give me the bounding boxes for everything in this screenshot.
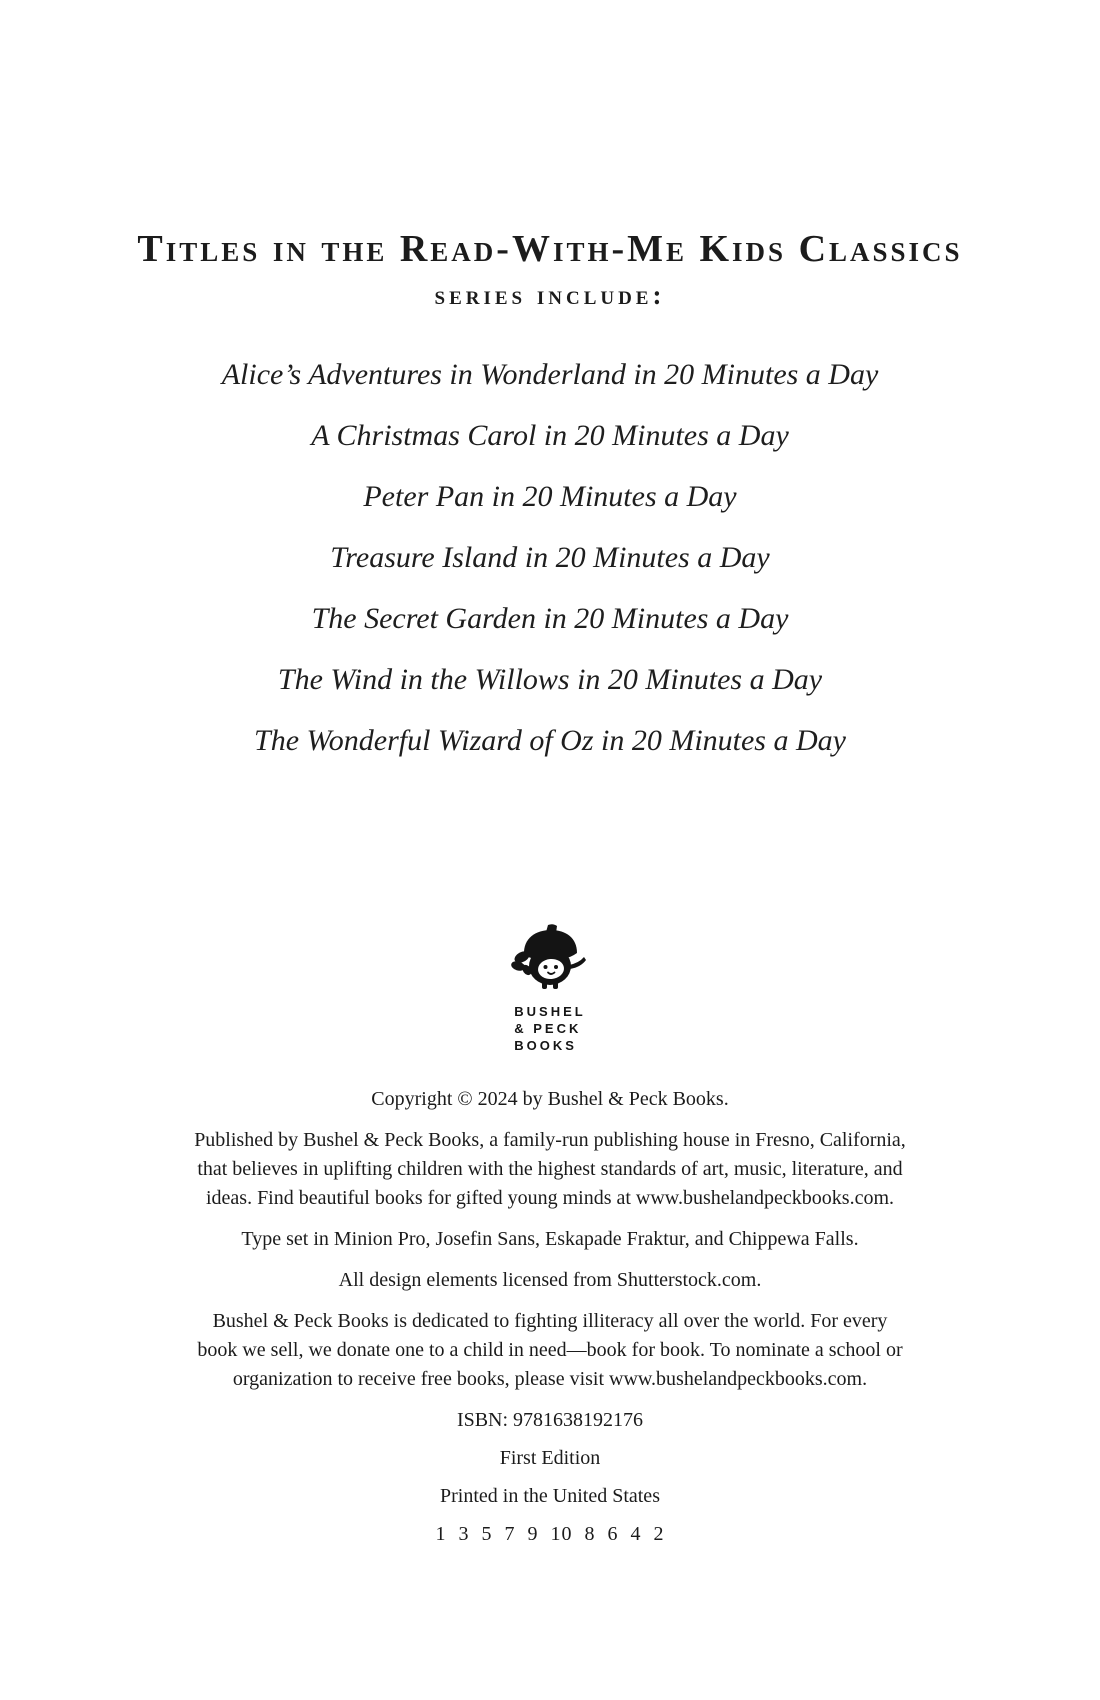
- wordmark-line: & PECK: [514, 1021, 582, 1036]
- series-title: The Secret Garden in 20 Minutes a Day: [311, 602, 789, 635]
- series-heading: [0, 228, 1100, 310]
- typeset-credit: Type set in Minion Pro, Josefin Sans, Eskapade Fraktur, and Chippewa Falls.: [241, 1228, 859, 1250]
- colophon: [0, 1085, 1100, 1549]
- wordmark-line: BUSHEL: [514, 1004, 586, 1019]
- series-title: The Wind in the Willows in 20 Minutes a Day: [277, 663, 823, 696]
- publisher-paragraph-line: Published by Bushel & Peck Books, a family-run publishing house in Fresno, California,: [194, 1129, 906, 1151]
- printed-line: Printed in the United States: [440, 1485, 660, 1507]
- series-title: Alice’s Adventures in Wonderland in 20 Minutes a Day: [221, 358, 879, 391]
- publisher-paragraph-line: that believes in uplifting children with the highest standards of art, music, literature, and: [197, 1158, 903, 1180]
- series-title-list: [0, 358, 1100, 785]
- isbn-line: ISBN: 9781638192176: [456, 1409, 644, 1431]
- dedication-paragraph-line: Bushel & Peck Books is dedicated to fighting illiteracy all over the world. For every: [212, 1310, 888, 1332]
- design-credit: All design elements licensed from Shutterstock.com.: [338, 1269, 762, 1291]
- dedication-paragraph-line: book we sell, we donate one to a child in need—book for book. To nominate a school or: [197, 1339, 903, 1361]
- wordmark-line: BOOKS: [514, 1038, 577, 1053]
- printer-key-line: 1 3 5 7 9 10 8 6 4 2: [435, 1523, 665, 1545]
- series-title: The Wonderful Wizard of Oz in 20 Minutes a Day: [254, 724, 846, 757]
- series-title: Treasure Island in 20 Minutes a Day: [330, 541, 770, 574]
- acorn-character-icon: [507, 924, 593, 992]
- edition-line: First Edition: [499, 1447, 601, 1469]
- series-title: Peter Pan in 20 Minutes a Day: [363, 480, 737, 513]
- publisher-paragraph: [0, 1126, 1100, 1213]
- publisher-logo: [0, 924, 1100, 1055]
- copyright-line: Copyright © 2024 by Bushel & Peck Books.: [371, 1088, 729, 1110]
- publisher-wordmark: [514, 1003, 585, 1054]
- dedication-paragraph: [0, 1307, 1100, 1394]
- dedication-paragraph-line: organization to receive free books, please visit www.bushelandpeckbooks.com.: [232, 1368, 868, 1390]
- series-heading-line1: Titles in the Read-With-Me Kids Classics: [137, 228, 963, 270]
- series-heading-line2: series include:: [434, 280, 666, 310]
- publisher-paragraph-line: ideas. Find beautiful books for gifted young minds at www.bushelandpeckbooks.com.: [205, 1187, 895, 1209]
- series-title: A Christmas Carol in 20 Minutes a Day: [311, 419, 789, 452]
